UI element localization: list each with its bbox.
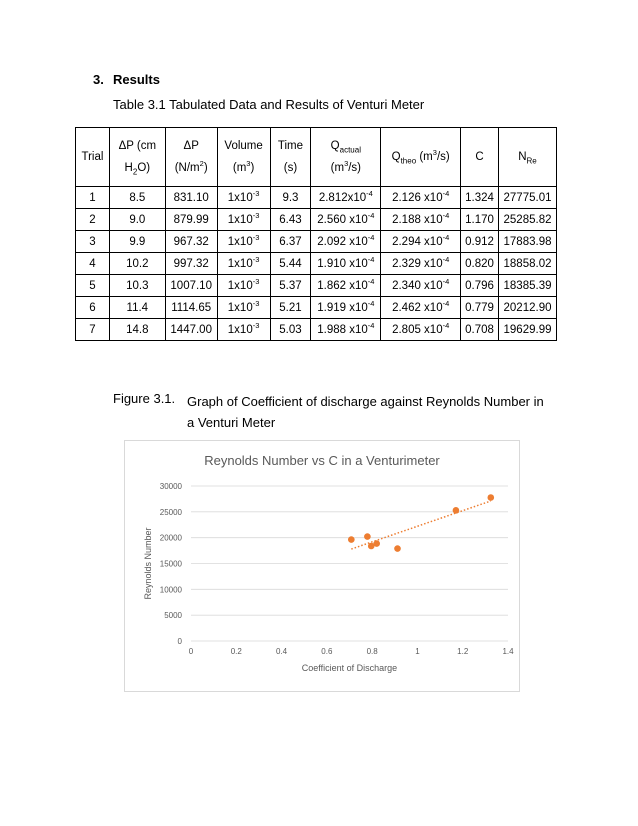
y-tick-label: 20000 — [159, 533, 182, 543]
cell-nre: 20212.90 — [499, 297, 557, 319]
x-tick-label: 0.8 — [366, 647, 378, 656]
cell-dp-n: 997.32 — [165, 253, 217, 275]
cell-q-theo: 2.188 $x10^{-4}$ — [381, 209, 461, 231]
cell-dp-n: 831.10 — [165, 187, 217, 209]
cell-trial: 2 — [76, 209, 110, 231]
cell-dp-n: 1114.65 — [165, 297, 217, 319]
header-q-actual: $Q_{actual}$ $(m^3/s)$ — [311, 128, 381, 187]
data-point — [364, 533, 371, 540]
cell-nre: 27775.01 — [499, 187, 557, 209]
data-point — [348, 536, 355, 543]
cell-nre: 17883.98 — [499, 231, 557, 253]
data-point — [453, 507, 460, 514]
cell-dp-n: 1007.10 — [165, 275, 217, 297]
cell-dp-n: 1447.00 — [165, 319, 217, 341]
cell-c: 0.912 — [461, 231, 499, 253]
table-row — [76, 253, 557, 275]
cell-time: 6.37 — [270, 231, 311, 253]
header-volume: Volume $(m^3)$ — [217, 128, 270, 187]
data-point — [394, 545, 401, 552]
cell-c: 0.796 — [461, 275, 499, 297]
cell-q-theo: 2.462 $x10^{-4}$ — [381, 297, 461, 319]
cell-q-theo: 2.329 $x10^{-4}$ — [381, 253, 461, 275]
data-point — [487, 494, 494, 501]
cell-q-theo: 2.340 $x10^{-4}$ — [381, 275, 461, 297]
cell-volume: $1x10^{-3}$ — [217, 209, 270, 231]
cell-volume: $1x10^{-3}$ — [217, 231, 270, 253]
cell-dp-n: 879.99 — [165, 209, 217, 231]
y-tick-label: 5000 — [164, 611, 182, 621]
cell-time: 5.37 — [270, 275, 311, 297]
cell-trial: 1 — [76, 187, 110, 209]
header-trial: Trial — [76, 128, 110, 187]
x-tick-label: 1 — [415, 647, 420, 656]
cell-trial: 7 — [76, 319, 110, 341]
header-q-theo: $Q_{theo}$ $(m^3/s)$ — [381, 128, 461, 187]
chart-title: Reynolds Number vs C in a Venturimeter — [204, 453, 440, 468]
cell-c: 0.708 — [461, 319, 499, 341]
cell-dp-cm: 9.0 — [109, 209, 165, 231]
table-caption: Table 3.1 Tabulated Data and Results of Venturi Meter — [113, 97, 425, 112]
header-nre: $N_{Re}$ — [499, 128, 557, 187]
cell-q-theo: 2.805 $x10^{-4}$ — [381, 319, 461, 341]
cell-volume: $1x10^{-3}$ — [217, 253, 270, 275]
cell-volume: $1x10^{-3}$ — [217, 297, 270, 319]
results-table — [75, 127, 557, 341]
table-header-row — [76, 128, 557, 187]
cell-volume: $1x10^{-3}$ — [217, 187, 270, 209]
x-tick-label: 0.6 — [321, 647, 333, 656]
cell-nre: 18385.39 — [499, 275, 557, 297]
y-tick-label: 30000 — [159, 482, 182, 491]
section-heading — [93, 72, 160, 87]
x-tick-label: 0 — [188, 647, 194, 656]
table-row — [76, 319, 557, 341]
x-tick-label: 0.4 — [276, 647, 288, 656]
y-tick-label: 15000 — [159, 559, 182, 569]
cell-dp-cm: 10.3 — [109, 275, 165, 297]
y-axis-label: Reynolds Number — [143, 527, 153, 600]
scatter-chart — [124, 440, 520, 692]
cell-volume: $1x10^{-3}$ — [217, 319, 270, 341]
cell-dp-cm: 14.8 — [109, 319, 165, 341]
header-dp-cm: ΔP (cm $H_2O$) — [109, 128, 165, 187]
cell-q-actual: 1.910 $x10^{-4}$ — [311, 253, 381, 275]
cell-c: 1.170 — [461, 209, 499, 231]
table-row — [76, 275, 557, 297]
cell-time: 9.3 — [270, 187, 311, 209]
cell-nre: 18858.02 — [499, 253, 557, 275]
cell-c: 0.820 — [461, 253, 499, 275]
y-tick-label: 10000 — [159, 585, 182, 595]
y-tick-label: 25000 — [159, 507, 182, 517]
cell-q-actual: 1.988 $x10^{-4}$ — [311, 319, 381, 341]
cell-time: 5.21 — [270, 297, 311, 319]
data-point — [368, 543, 375, 550]
header-c: C — [461, 128, 499, 187]
cell-q-actual: $2.812x10^{-4}$ — [311, 187, 381, 209]
cell-c: 0.779 — [461, 297, 499, 319]
cell-dp-cm: 11.4 — [109, 297, 165, 319]
cell-volume: $1x10^{-3}$ — [217, 275, 270, 297]
table-row — [76, 297, 557, 319]
cell-q-actual: 2.092 $x10^{-4}$ — [311, 231, 381, 253]
cell-q-actual: 1.919 $x10^{-4}$ — [311, 297, 381, 319]
chart-svg — [125, 441, 519, 691]
cell-time: 5.03 — [270, 319, 311, 341]
cell-trial: 6 — [76, 297, 110, 319]
cell-q-theo: 2.126 $x10^{-4}$ — [381, 187, 461, 209]
cell-trial: 5 — [76, 275, 110, 297]
trendline — [351, 501, 490, 549]
cell-time: 5.44 — [270, 253, 311, 275]
x-axis-label: Coefficient of Discharge — [301, 663, 398, 673]
cell-c: 1.324 — [461, 187, 499, 209]
x-tick-label: 1.4 — [502, 647, 514, 656]
header-time: Time (s) — [270, 128, 311, 187]
cell-trial: 4 — [76, 253, 110, 275]
cell-time: 6.43 — [270, 209, 311, 231]
y-tick-label: 0 — [177, 637, 182, 646]
x-tick-label: 1.2 — [457, 647, 469, 656]
cell-q-theo: 2.294 $x10^{-4}$ — [381, 231, 461, 253]
cell-q-actual: 2.560 $x10^{-4}$ — [311, 209, 381, 231]
cell-dp-cm: 8.5 — [109, 187, 165, 209]
section-number: 3. — [93, 72, 104, 87]
cell-q-actual: 1.862 $x10^{-4}$ — [311, 275, 381, 297]
table-row — [76, 231, 557, 253]
figure-caption: Graph of Coefficient of discharge against Reynolds Number in a Venturi Meter — [187, 394, 544, 430]
cell-trial: 3 — [76, 231, 110, 253]
cell-nre: 25285.82 — [499, 209, 557, 231]
figure-label: Figure 3.1. — [113, 391, 176, 406]
cell-dp-n: 967.32 — [165, 231, 217, 253]
cell-dp-cm: 10.2 — [109, 253, 165, 275]
x-tick-label: 0.2 — [230, 647, 242, 656]
cell-nre: 19629.99 — [499, 319, 557, 341]
cell-dp-cm: 9.9 — [109, 231, 165, 253]
header-dp-n: ΔP $(N/m^2)$ — [165, 128, 217, 187]
section-title: Results — [113, 72, 160, 87]
table-row — [76, 209, 557, 231]
table-row — [76, 187, 557, 209]
